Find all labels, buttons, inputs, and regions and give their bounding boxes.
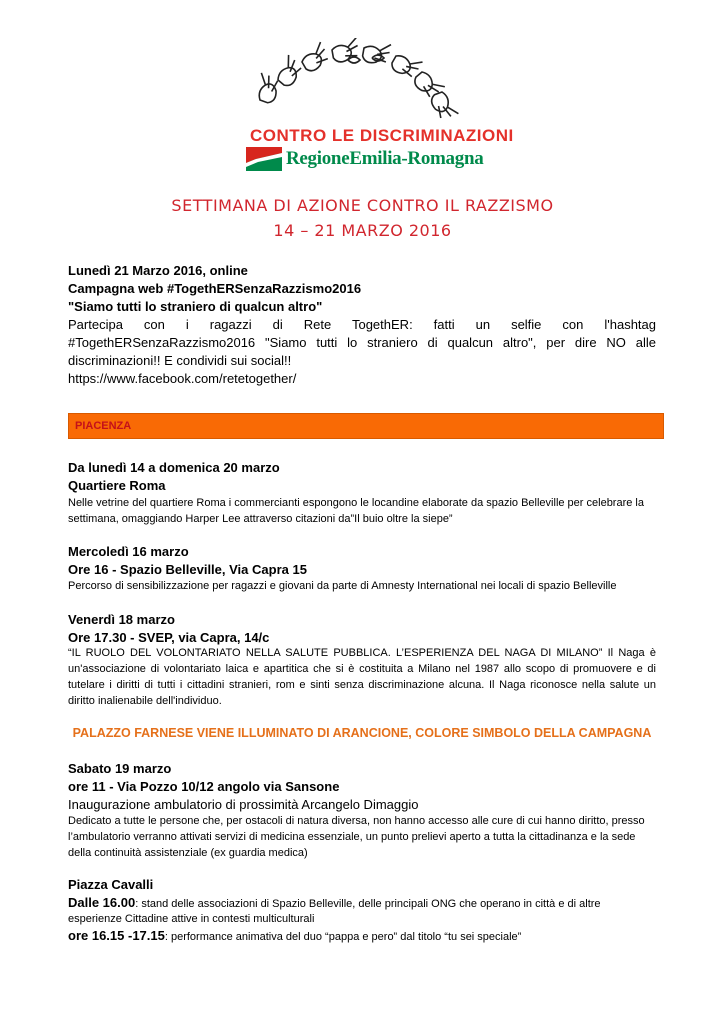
cavalli-text2: : performance animativa del duo “pappa e pero” dal titolo “tu sei speciale” xyxy=(164,931,522,943)
campaign-logo xyxy=(240,38,514,178)
event-description: Dedicato a tutte le persone che, per ostacoli di natura diversa, non hanno accesso alle cure di cui hanno diritto, presso xyxy=(68,815,645,827)
event-description: diritto inalienabile dell'individuo. xyxy=(68,695,222,707)
online-date: Lunedì 21 Marzo 2016, online xyxy=(68,263,248,278)
logo-title: CONTRO LE DISCRIMINAZIONI xyxy=(250,126,514,145)
announcement-banner: PALAZZO FARNESE VIENE ILLUMINATO DI ARANCIONE, COLORE SIMBOLO DELLA CAMPAGNA xyxy=(72,726,652,740)
cavalli-text1b: esperienze Cittadine attive in contesti multiculturali xyxy=(68,913,315,925)
cavalli-place: Piazza Cavalli xyxy=(68,877,154,892)
event-place: Quartiere Roma xyxy=(68,478,166,493)
event-place: Ore 17.30 - SVEP, via Capra, 14/c xyxy=(68,630,270,645)
event-date: Sabato 19 marzo xyxy=(68,761,172,776)
online-body-line2: #TogethERSenzaRazzismo2016 "Siamo tutti lo straniero di qualcun altro", per dire NO alle xyxy=(68,335,656,350)
event-date: Mercoledì 16 marzo xyxy=(68,544,189,559)
region-brand xyxy=(246,147,484,173)
region-name: RegioneEmilia-Romagna xyxy=(286,148,484,169)
region-flag-icon xyxy=(246,147,282,171)
event-place: Ore 16 - Spazio Belleville, Via Capra 15 xyxy=(68,562,307,577)
online-campaign: Campagna web #TogethERSenzaRazzismo2016 xyxy=(68,281,362,296)
facebook-link[interactable]: https://www.facebook.com/retetogether/ xyxy=(68,371,297,386)
event-place: ore 11 - Via Pozzo 10/12 angolo via Sansone xyxy=(68,779,340,794)
event-description: settimana, omaggiando Harper Lee attraverso citazioni da”Il buio oltre la siepe” xyxy=(68,513,453,525)
page-subtitle-dates: 14 – 21 MARZO 2016 xyxy=(273,221,452,240)
event-description: della continuità assistenziale (ex guardia medica) xyxy=(68,847,308,859)
cavalli-line1 xyxy=(68,894,656,912)
section-header-piacenza xyxy=(68,413,664,439)
event-description: tutelare i diritti di tutti i cittadini stranieri, rom e sinti senza discriminazione alcuna. Il Naga riconosce nella salute un xyxy=(68,679,656,691)
online-body-line1: Partecipa con i ragazzi di Rete TogethER: fatti un selfie con l'hashtag xyxy=(68,317,656,332)
event-date: Da lunedì 14 a domenica 20 marzo xyxy=(68,460,280,475)
event-title: Inaugurazione ambulatorio di prossimità Arcangelo Dimaggio xyxy=(68,797,419,812)
event-description: Nelle vetrine del quartiere Roma i commercianti espongono le locandine elaborate da spazio Belleville per celebrare la xyxy=(68,497,644,509)
hands-arc-icon xyxy=(240,38,480,128)
online-slogan: "Siamo tutti lo straniero di qualcun altro" xyxy=(68,299,323,314)
event-description: “IL RUOLO DEL VOLONTARIATO NELLA SALUTE PUBBLICA. L’ESPERIENZA DEL NAGA DI MILANO” Il Naga è xyxy=(68,647,656,659)
cavalli-line2 xyxy=(68,927,656,945)
page-title: SETTIMANA DI AZIONE CONTRO IL RAZZISMO xyxy=(171,196,554,215)
event-date: Venerdì 18 marzo xyxy=(68,612,175,627)
section-label: PIACENZA xyxy=(75,420,132,432)
cavalli-time2: ore 16.15 -17.15 xyxy=(68,928,165,943)
event-description: Percorso di sensibilizzazione per ragazzi e giovani da parte di Amnesty International nei locali di spazio Belleville xyxy=(68,580,617,592)
cavalli-text1a: : stand delle associazioni di Spazio Belleville, delle principali ONG che operano in città e di altre xyxy=(135,898,601,910)
event-description: un'associazione di volontariato laica e apartitica che si è costituita a Milano nel 1987 allo scopo di promuovere e di xyxy=(68,663,656,675)
online-body-line3: discriminazioni!! E condividi sui social!! xyxy=(68,353,292,368)
cavalli-time1: Dalle 16.00 xyxy=(68,895,136,910)
event-description: l’ambulatorio verranno attivati servizi di medicina essenziale, un punto prelievi aperto a tutta la cittadinanza e la sede xyxy=(68,831,636,843)
